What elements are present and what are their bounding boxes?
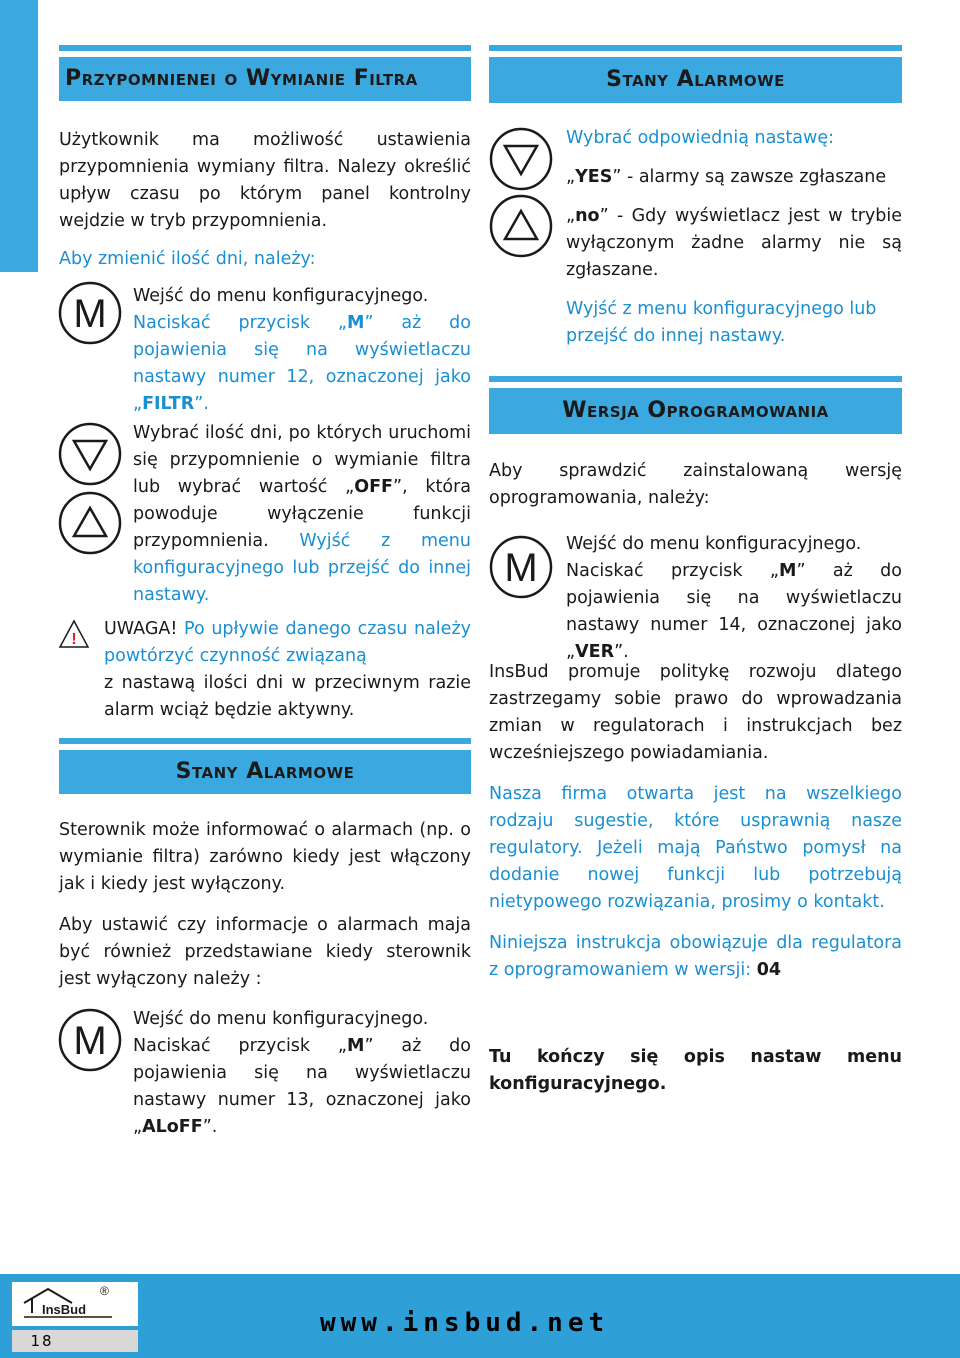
- reminder-header: [59, 57, 471, 101]
- aloff-code: ALoFF: [142, 1117, 203, 1137]
- yes-part: „: [566, 167, 576, 187]
- reminder-arrow-steps: [133, 420, 471, 609]
- press-m-part: ” aż do pojawienia się na wyświetlaczu nastawy numer 13, oznaczonej jako „: [133, 1036, 471, 1137]
- alarm-para-2: Aby ustawić czy informacje o alarmach maja być również przedstawiane kiedy sterownik jest wyłączony należy :: [59, 915, 471, 989]
- svg-text:M: M: [73, 292, 107, 336]
- section-rule: [489, 45, 902, 51]
- no-part: „: [566, 206, 576, 226]
- logo-text: InsBud: [42, 1302, 87, 1317]
- press-m-text: [133, 310, 471, 418]
- choose-days-part: Wybrać ilość dni, po których uruchomi się przypomnienie o wymianie filtra lub wybrać wartość „: [133, 423, 471, 497]
- press-m-text: [133, 1033, 471, 1141]
- language-tab: [0, 0, 38, 272]
- arrow-up-icon: [57, 490, 123, 556]
- press-m-part: ”.: [202, 1117, 218, 1137]
- insbud-logo: [20, 1283, 116, 1325]
- alarm-title-right: Stany Alarmowe: [606, 67, 785, 92]
- press-m-part: ” aż do pojawienia się na wyświetlaczu nastawy numer 12, oznaczonej jako „: [133, 313, 471, 414]
- alarm-options: [566, 125, 902, 350]
- version-number: 04: [756, 960, 782, 980]
- m-button-icon: [488, 534, 554, 600]
- warning-text-2: z nastawą ilości dni w przeciwnym razie alarm wciąż będzie aktywny.: [104, 673, 471, 720]
- alarm-header-right: [489, 57, 902, 103]
- registered-mark: ®: [100, 1284, 109, 1298]
- arrow-down-icon: [488, 126, 554, 192]
- m-button-icon: [57, 280, 123, 346]
- warning-block: [104, 616, 471, 724]
- menu-enter-text: Wejść do menu konfiguracyjnego.: [133, 1009, 429, 1029]
- warning-label: UWAGA!: [104, 619, 178, 639]
- software-m-steps: [566, 531, 902, 666]
- arrow-down-icon: [57, 421, 123, 487]
- choose-days-text: [133, 420, 471, 609]
- yes-option: [566, 164, 902, 191]
- section-rule: [59, 45, 471, 51]
- reminder-title: Przypomnienei o Wymianie Filtra: [65, 66, 418, 91]
- footer-url[interactable]: www.insbud.net: [320, 1308, 610, 1338]
- filtr-code: FILTR: [142, 394, 195, 414]
- alarm-title-left: Stany Alarmowe: [175, 759, 355, 784]
- warning-text-blue: Po upływie danego czasu należy powtórzyć czynność związaną: [104, 619, 471, 666]
- alarm-m-steps: [133, 1006, 471, 1141]
- menu-enter-text: Wejść do menu konfiguracyjnego.: [133, 286, 429, 306]
- policy-text: InsBud promuje politykę rozwoju dlatego zastrzegamy sobie prawo do wprowadzania zmian w regulatorach i instrukcjach bez wcześniejszego powiadamiania.: [489, 662, 902, 763]
- svg-text:!: !: [71, 631, 77, 648]
- press-m-part: Naciskać przycisk „: [133, 313, 348, 333]
- yes-code: YES: [575, 167, 613, 187]
- section-rule: [59, 738, 471, 744]
- reminder-m-steps: [133, 283, 471, 418]
- software-intro: Aby sprawdzić zainstalowaną wersję oprogramowania, należy:: [489, 461, 902, 508]
- yes-part: ” - alarmy są zawsze zgłaszane: [612, 167, 887, 187]
- alarm-header-left: [59, 750, 471, 794]
- svg-text:M: M: [504, 546, 538, 590]
- valid-version-text: [489, 930, 902, 984]
- choose-days-part: ”, która powoduje wyłączenie funkcji przypomnienia.: [133, 477, 471, 551]
- change-days-text: Aby zmienić ilość dni, należy:: [59, 249, 316, 269]
- press-m-text: [566, 558, 902, 666]
- warning-text: [104, 616, 471, 670]
- m-button-icon: [57, 1007, 123, 1073]
- reminder-intro: Użytkownik ma możliwość ustawienia przypomnienia wymiany filtra. Nalezy określić upływ czasu po którym panel kontrolny wejdzie w tryb przypomnienia.: [59, 130, 471, 231]
- press-m-part: ”.: [194, 394, 209, 414]
- m-key-label: M: [779, 561, 797, 581]
- closing-text: Tu kończy się opis nastaw menu konfiguracyjnego.: [489, 1047, 902, 1094]
- press-m-part: ” aż do pojawienia się na wyświetlaczu nastawy numer 14, oznaczonej jako „: [566, 561, 902, 662]
- software-title: Wersja Oprogramowania: [562, 398, 829, 423]
- choose-setting-text: Wybrać odpowiednią nastawę:: [566, 128, 834, 148]
- exit-menu-text: Wyjść z menu konfiguracyjnego lub przejść do innej nastawy.: [133, 531, 471, 605]
- exit-menu-text: Wyjść z menu konfiguracyjnego lub przejść do innej nastawy.: [566, 299, 877, 346]
- page-number: 18: [30, 1332, 54, 1350]
- no-part: ” - Gdy wyświetlacz jest w trybie wyłączonym żadne alarmy nie są zgłaszane.: [566, 206, 902, 280]
- no-option: [566, 203, 902, 284]
- press-m-part: Naciskać przycisk „: [566, 561, 780, 581]
- menu-enter-text: Wejść do menu konfiguracyjnego.: [566, 534, 862, 554]
- press-m-part: ”.: [614, 642, 629, 662]
- warning-icon: [58, 619, 90, 649]
- off-code: OFF: [354, 477, 393, 497]
- m-key-label: M: [347, 313, 365, 333]
- valid-version-part: Niniejsza instrukcja obowiązuje dla regulatora z oprogramowaniem w wersji:: [489, 933, 902, 980]
- software-header: [489, 388, 902, 434]
- arrow-up-icon: [488, 193, 554, 259]
- m-key-label: M: [347, 1036, 365, 1056]
- svg-text:M: M: [73, 1019, 107, 1063]
- no-code: no: [575, 206, 600, 226]
- openness-text: Nasza firma otwarta jest na wszelkiego rodzaju sugestie, które usprawnią nasze regulatory. Jeżeli mają Państwo pomysł na dodanie nowej funkcji lub potrzebują nietypowego rozwiązania, prosimy o kontakt.: [489, 784, 902, 912]
- section-rule: [489, 376, 902, 382]
- ver-code: VER: [575, 642, 615, 662]
- press-m-part: Naciskać przycisk „: [133, 1036, 348, 1056]
- alarm-para-1: Sterownik może informować o alarmach (np. o wymianie filtra) zarówno kiedy jest włączony jak i kiedy jest wyłączony.: [59, 820, 471, 894]
